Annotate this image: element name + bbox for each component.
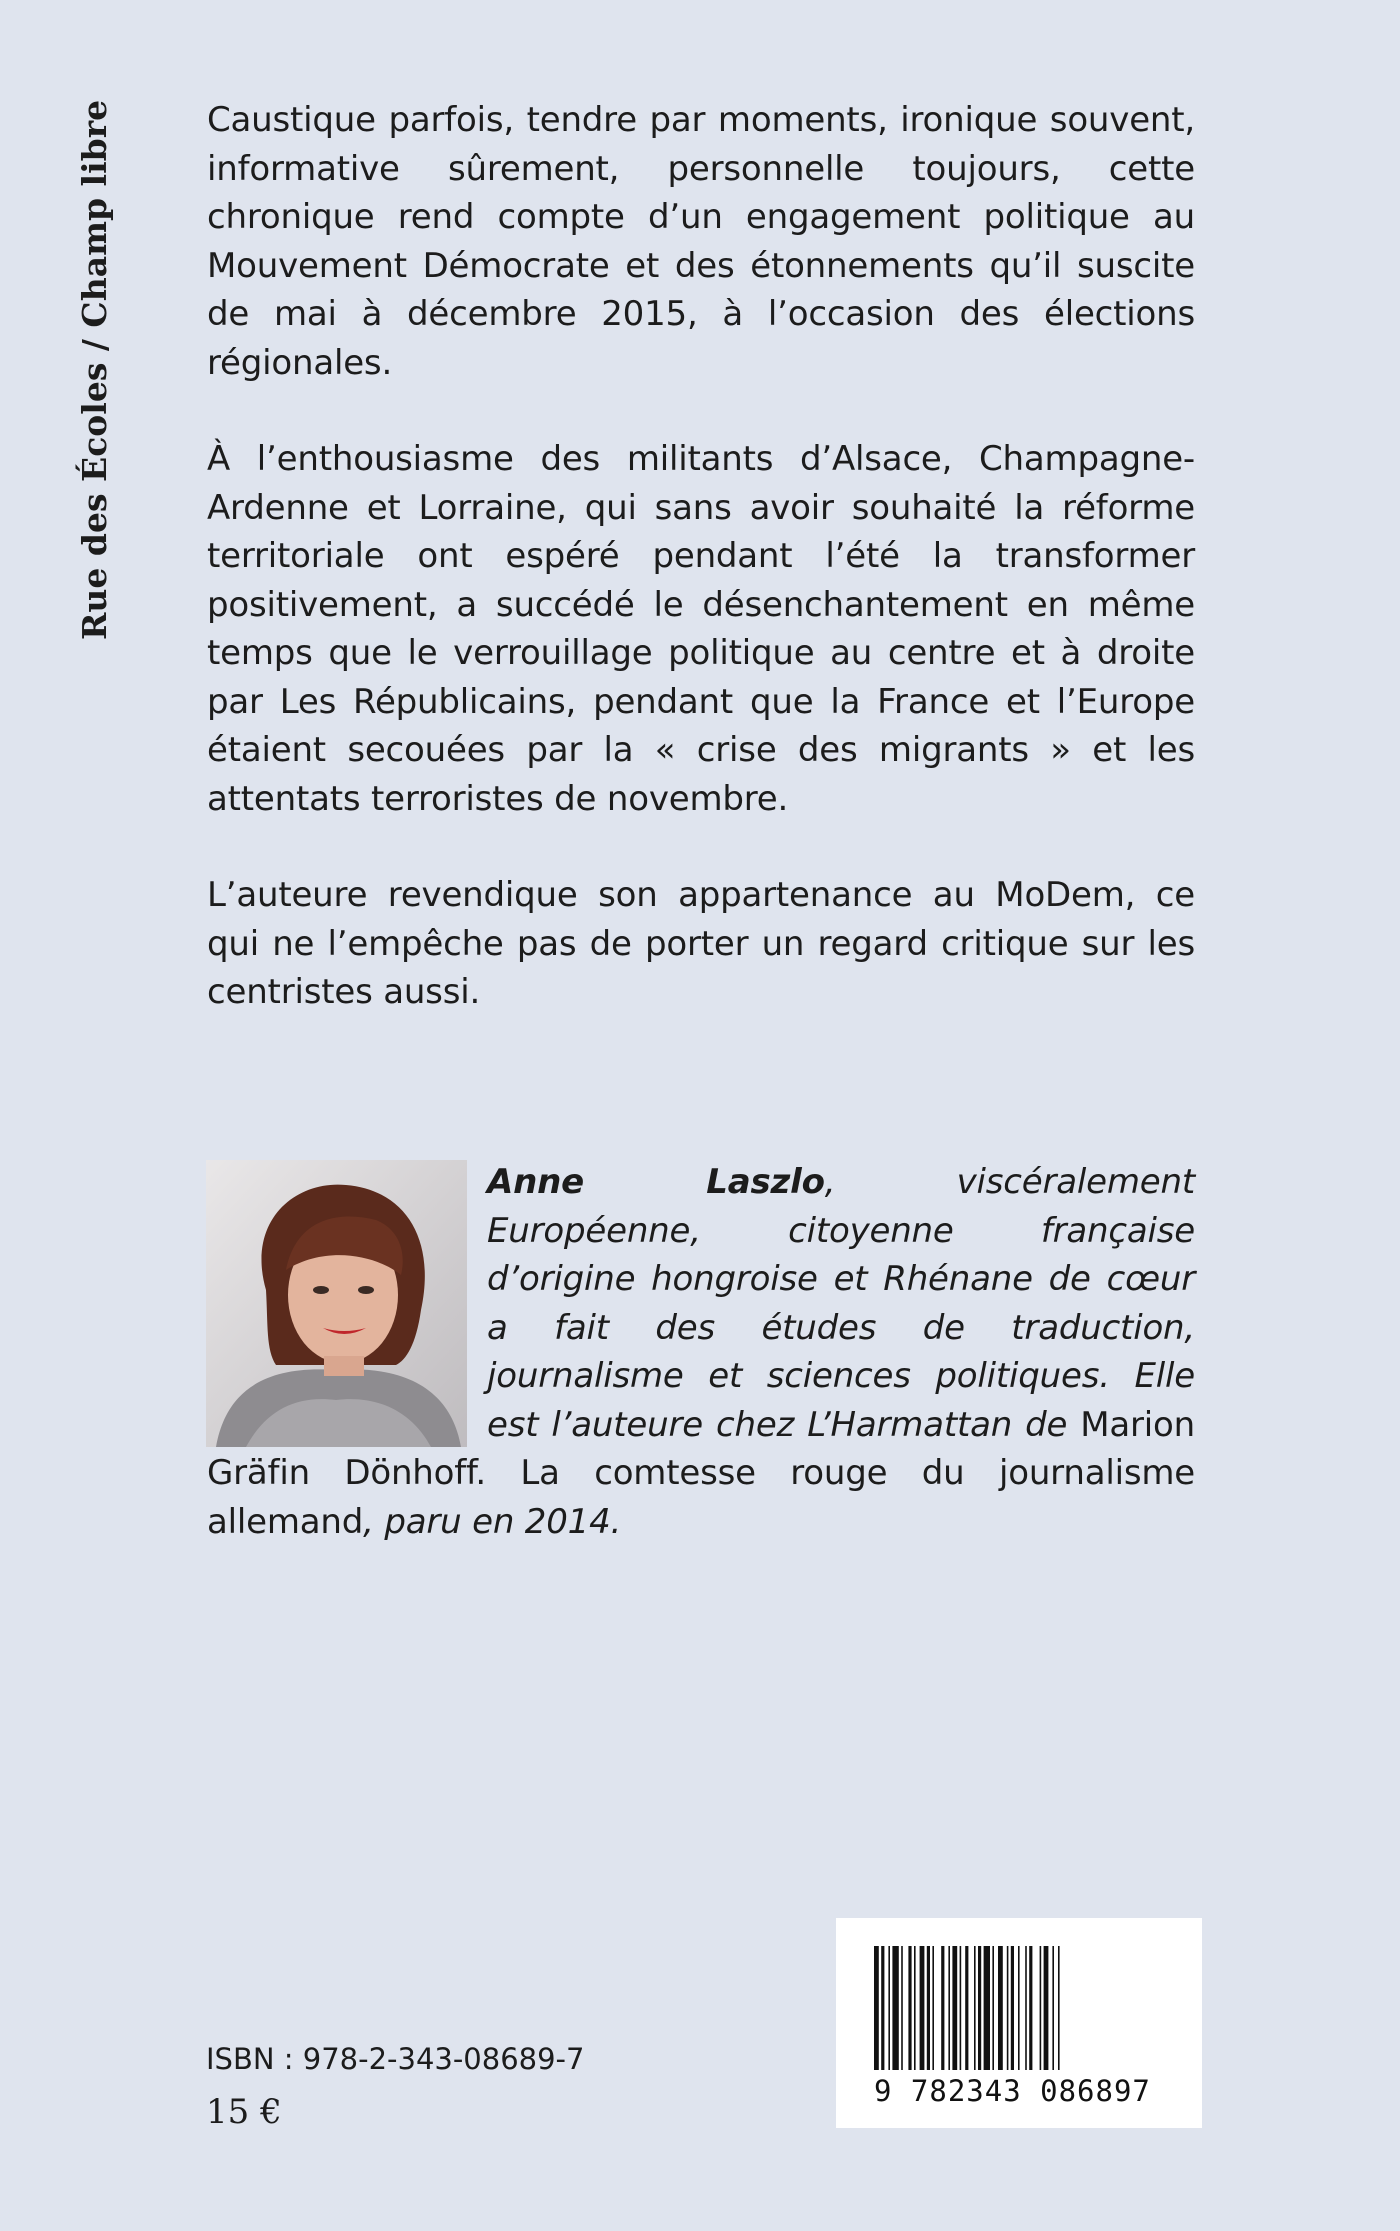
author-photo — [206, 1160, 467, 1447]
blurb-paragraph: L’auteure revendique son appartenance au MoDem, ce qui ne l’empêche pas de porter un regard critique sur les centristes aussi. — [207, 875, 1195, 1012]
series-title: Rue des Écoles / Champ libre — [75, 99, 114, 640]
barcode-digits: 9 782343 086897 — [874, 2074, 1151, 2108]
author-portrait-icon — [206, 1160, 467, 1447]
author-bio-text: , paru en 2014. — [363, 1501, 622, 1542]
back-cover-blurb — [207, 96, 1195, 1065]
barcode-icon — [836, 1918, 1202, 2078]
book-title: La comtesse rouge du journalisme allemand — [207, 1453, 1195, 1542]
author-name: Anne Laszlo — [487, 1162, 825, 1202]
author-bio-text: , viscéralement Européenne, citoyenne française d’origine hongroise et Rhénane de cœur a fait des études de traduction, journalisme et sciences politiques. Elle est l’auteure chez L’Harmattan de — [487, 1162, 1195, 1445]
isbn: ISBN : 978-2-343-08689-7 — [206, 2042, 585, 2076]
blurb-paragraph: Caustique parfois, tendre par moments, ironique souvent, informative sûrement, personnelle toujours, cette chronique rend compte d’un engagement politique au Mouvement Démocrate et des étonnements qu’il suscite de mai à décembre 2015, à l’occasion des élections régionales. — [207, 100, 1195, 383]
barcode — [836, 1918, 1202, 2128]
blurb-paragraph: À l’enthousiasme des militants d’Alsace, Champagne-Ardenne et Lorraine, qui sans avoir souhaité la réforme territoriale ont espéré pendant l’été la transformer positivement, a succédé le désenchantement en même temps que le verrouillage politique au centre et à droite par Les Républicains, pendant que la France et l’Europe étaient secouées par la « crise des migrants » et les attentats terroristes de novembre. — [207, 439, 1195, 819]
price: 15 € — [206, 2092, 282, 2132]
book-title: Marion Gräfin Dönhoff. — [207, 1404, 1195, 1493]
